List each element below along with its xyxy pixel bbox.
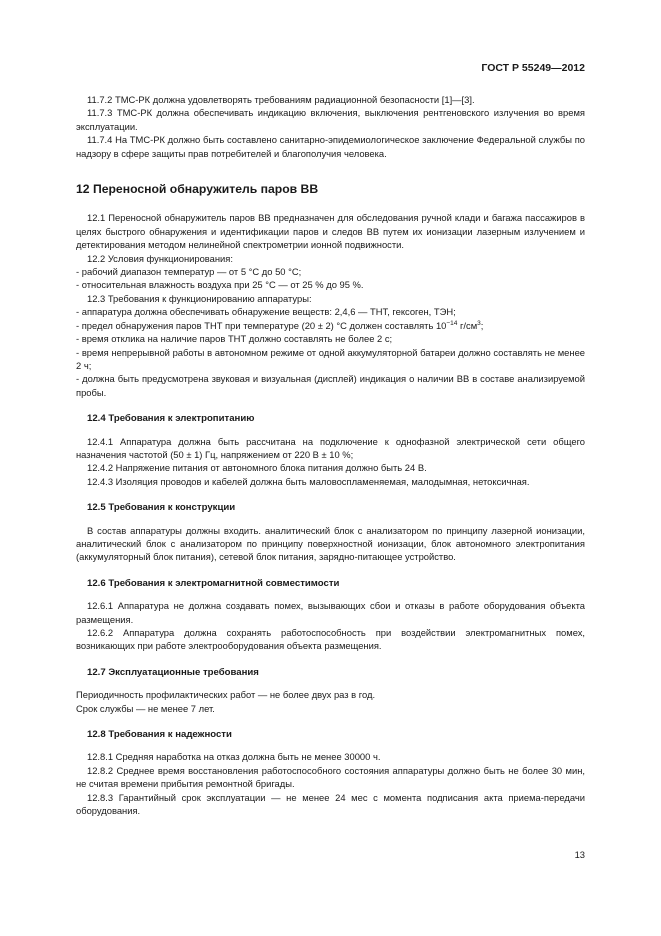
- document-body: [76, 93, 585, 817]
- paragraph-12-1: 12.1 Переносной обнаружитель паров ВВ предназначен для обследования ручной клади и багажа пассажиров в целях быстрого обнаружения и идентификации паров и следов ВВ путем их ионизации лазерным излучением и детектирования методом нелинейной спектрометрии ионной подвижности.: [76, 212, 585, 251]
- paragraph-11-7-3: 11.7.3 ТМС-РК должна обеспечивать индикацию включения, выключения рентгеновского излучения во время эксплуатации.: [76, 107, 585, 132]
- list-item-humidity: - относительная влажность воздуха при 25 °С — от 25 % до 95 %.: [76, 279, 364, 291]
- list-item-temperature: - рабочий диапазон температур — от 5 °С до 50 °С;: [76, 266, 302, 278]
- detection-limit-unit: г/см: [457, 319, 478, 331]
- paragraph-12-4-2: 12.4.2 Напряжение питания от автономного блока питания должно быть 24 В.: [87, 462, 427, 474]
- paragraph-12-2: 12.2 Условия функционирования:: [87, 252, 233, 264]
- paragraph-12-6-1: 12.6.1 Аппаратура не должна создавать помех, вызывающих сбои и отказы в работе оборудования объекта размещения.: [76, 600, 585, 625]
- document-id: ГОСТ Р 55249—2012: [481, 62, 585, 74]
- detection-limit-end: ;: [480, 319, 484, 331]
- section-12-4-title: 12.4 Требования к электропитанию: [87, 413, 255, 425]
- detection-limit-exponent: −14: [446, 319, 458, 327]
- section-12-7-title: 12.7 Эксплуатационные требования: [87, 666, 259, 678]
- paragraph-12-8-1: 12.8.1 Средняя наработка на отказ должна быть не менее 30000 ч.: [87, 751, 381, 763]
- section-12-title: 12 Переносной обнаружитель паров ВВ: [76, 182, 319, 197]
- paragraph-11-7-2: 11.7.2 ТМС-РК должна удовлетворять требованиям радиационной безопасности [1]—[3].: [87, 94, 475, 105]
- paragraph-11-7-4: 11.7.4 На ТМС-РК должно быть составлено санитарно-эпидемиологическое заключение Федеральной службы по надзору в сфере защиты прав потребителей и благополучия человека.: [76, 134, 585, 159]
- paragraph-12-7-maintenance: Периодичность профилактических работ — не более двух раз в год.: [76, 689, 376, 701]
- list-item-indication: - должна быть предусмотрена звуковая и визуальная (дисплей) индикация о наличии ВВ в составе анализируемой пробы.: [76, 373, 585, 398]
- paragraph-12-8-2: 12.8.2 Среднее время восстановления работоспособного состояния аппаратуры должно быть не более 30 мин, не считая времени прибытия ремонтной бригады.: [76, 764, 585, 790]
- paragraph-12-6-2: 12.6.2 Аппаратура должна сохранять работоспособность при воздействии электромагнитных помех, возникающих при работе электрооборудования объекта размещения.: [76, 627, 585, 652]
- paragraph-12-5: В состав аппаратуры должны входить. аналитический блок с анализатором по принципу лазерной ионизации, аналитический блок с анализатором по принципу поверхностной ионизации, блок автономного электропитания (аккумуляторный блок питания), сетевой блок питания, зарядно-питающее устройство.: [76, 524, 585, 563]
- paragraph-12-4-3: 12.4.3 Изоляция проводов и кабелей должна быть маловоспламеняемая, малодымная, нетоксичная.: [87, 475, 530, 487]
- list-item-response-time: - время отклика на наличие паров ТНТ должно составлять не более 2 с;: [76, 333, 393, 345]
- list-item-detection-limit: [76, 319, 585, 332]
- section-12-5-title: 12.5 Требования к конструкции: [87, 502, 236, 514]
- paragraph-12-8-3: 12.8.3 Гарантийный срок эксплуатации — не менее 24 мес с момента подписания акта приема-передачи оборудования.: [76, 791, 585, 817]
- page-number: 13: [574, 849, 585, 860]
- paragraph-12-4-1: 12.4.1 Аппаратура должна быть рассчитана на подключение к однофазной электрической сети общего назначения частотой (50 ± 1) Гц, напряжением от 220 В ± 10 %;: [76, 435, 585, 460]
- list-item-battery-time: - время непрерывной работы в автономном режиме от одной аккумуляторной батареи должно составлять не менее 2 ч;: [76, 346, 585, 371]
- paragraph-12-7-service-life: Срок службы — не менее 7 лет.: [76, 702, 215, 714]
- section-12-6-title: 12.6 Требования к электромагнитной совместимости: [87, 577, 340, 589]
- detection-limit-text: - предел обнаружения паров ТНТ при температуре (20 ± 2) °С должен составлять 10: [76, 319, 447, 331]
- paragraph-12-3: 12.3 Требования к функционированию аппаратуры:: [87, 292, 312, 304]
- list-item-substances: - аппаратура должна обеспечивать обнаружение веществ: 2,4,6 — ТНТ, гексоген, ТЭН;: [76, 306, 456, 318]
- section-12-8-title: 12.8 Требования к надежности: [87, 729, 232, 741]
- detection-limit-unit-exponent: 3: [477, 319, 481, 327]
